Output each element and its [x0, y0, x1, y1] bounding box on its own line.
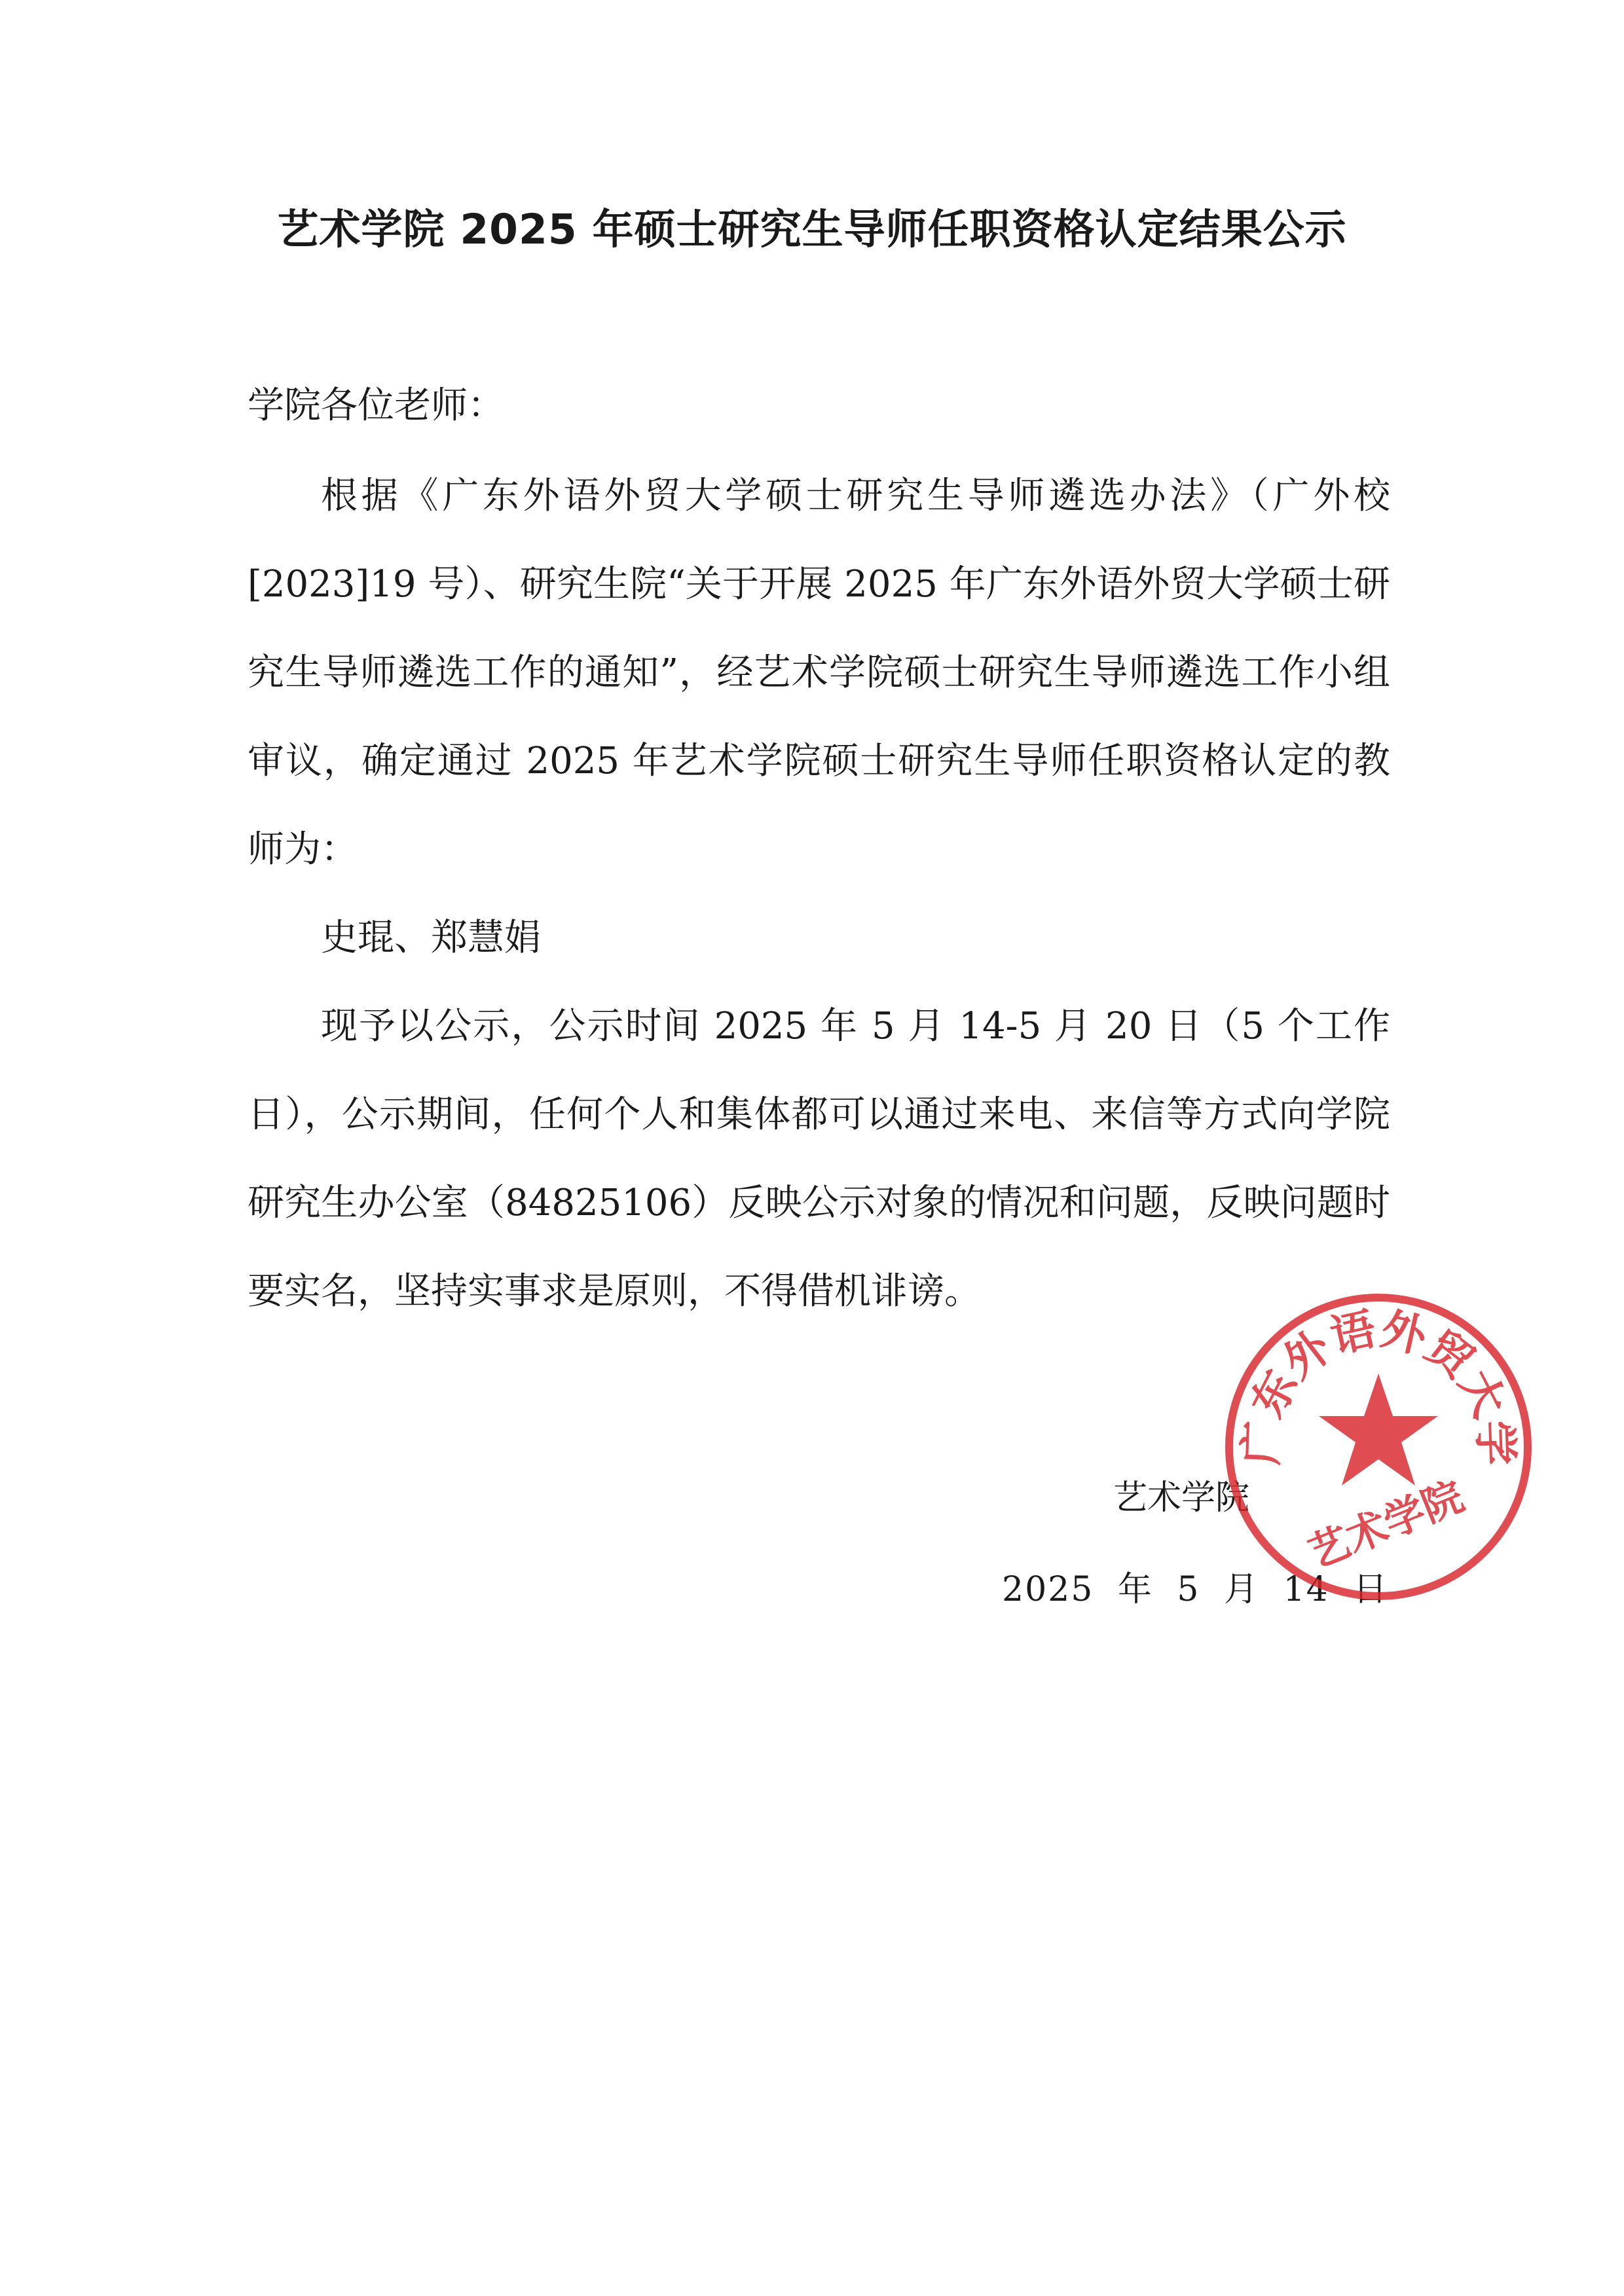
- signature-department: 艺术学院: [1113, 1478, 1250, 1518]
- salutation: 学院各位老师：: [248, 384, 504, 427]
- body-paragraph-basis: 根据《广东外语外贸大学硕士研究生导师遴选办法》（广外校[2023]19 号）、研究生院“关于开展 2025 年广东外语外贸大学硕士研究生导师遴选工作的通知”，经艺术学院硕士研究生导师遴选工作小组审议，确定通过 2025 年艺术学院硕士研究生导师任职资格认定的教师为：: [248, 475, 1390, 871]
- body-paragraph-names: 史琨、郑慧娟: [321, 917, 541, 959]
- body-paragraph-notice: 现予以公示，公示时间 2025 年 5 月 14-5 月 20 日（5 个工作日），公示期间，任何个人和集体都可以通过来电、来信等方式向学院研究生办公室（84825106）反映公示对象的情况和问题，反映问题时要实名，坚持实事求是原则，不得借机诽谤。: [248, 1005, 1390, 1313]
- official-seal-stamp: [1215, 1283, 1542, 1611]
- seal-inner-text: 艺术学院: [1301, 1472, 1471, 1577]
- document-title: 艺术学院 2025 年硕士研究生导师任职资格认定结果公示: [277, 206, 1347, 253]
- seal-outer-text: 广东外语外贸大学: [1234, 1302, 1522, 1467]
- seal-star-icon: [1319, 1374, 1438, 1485]
- signature-date: 2025 年 5 月 14 日: [1002, 1570, 1389, 1609]
- document-body: [248, 452, 1390, 1336]
